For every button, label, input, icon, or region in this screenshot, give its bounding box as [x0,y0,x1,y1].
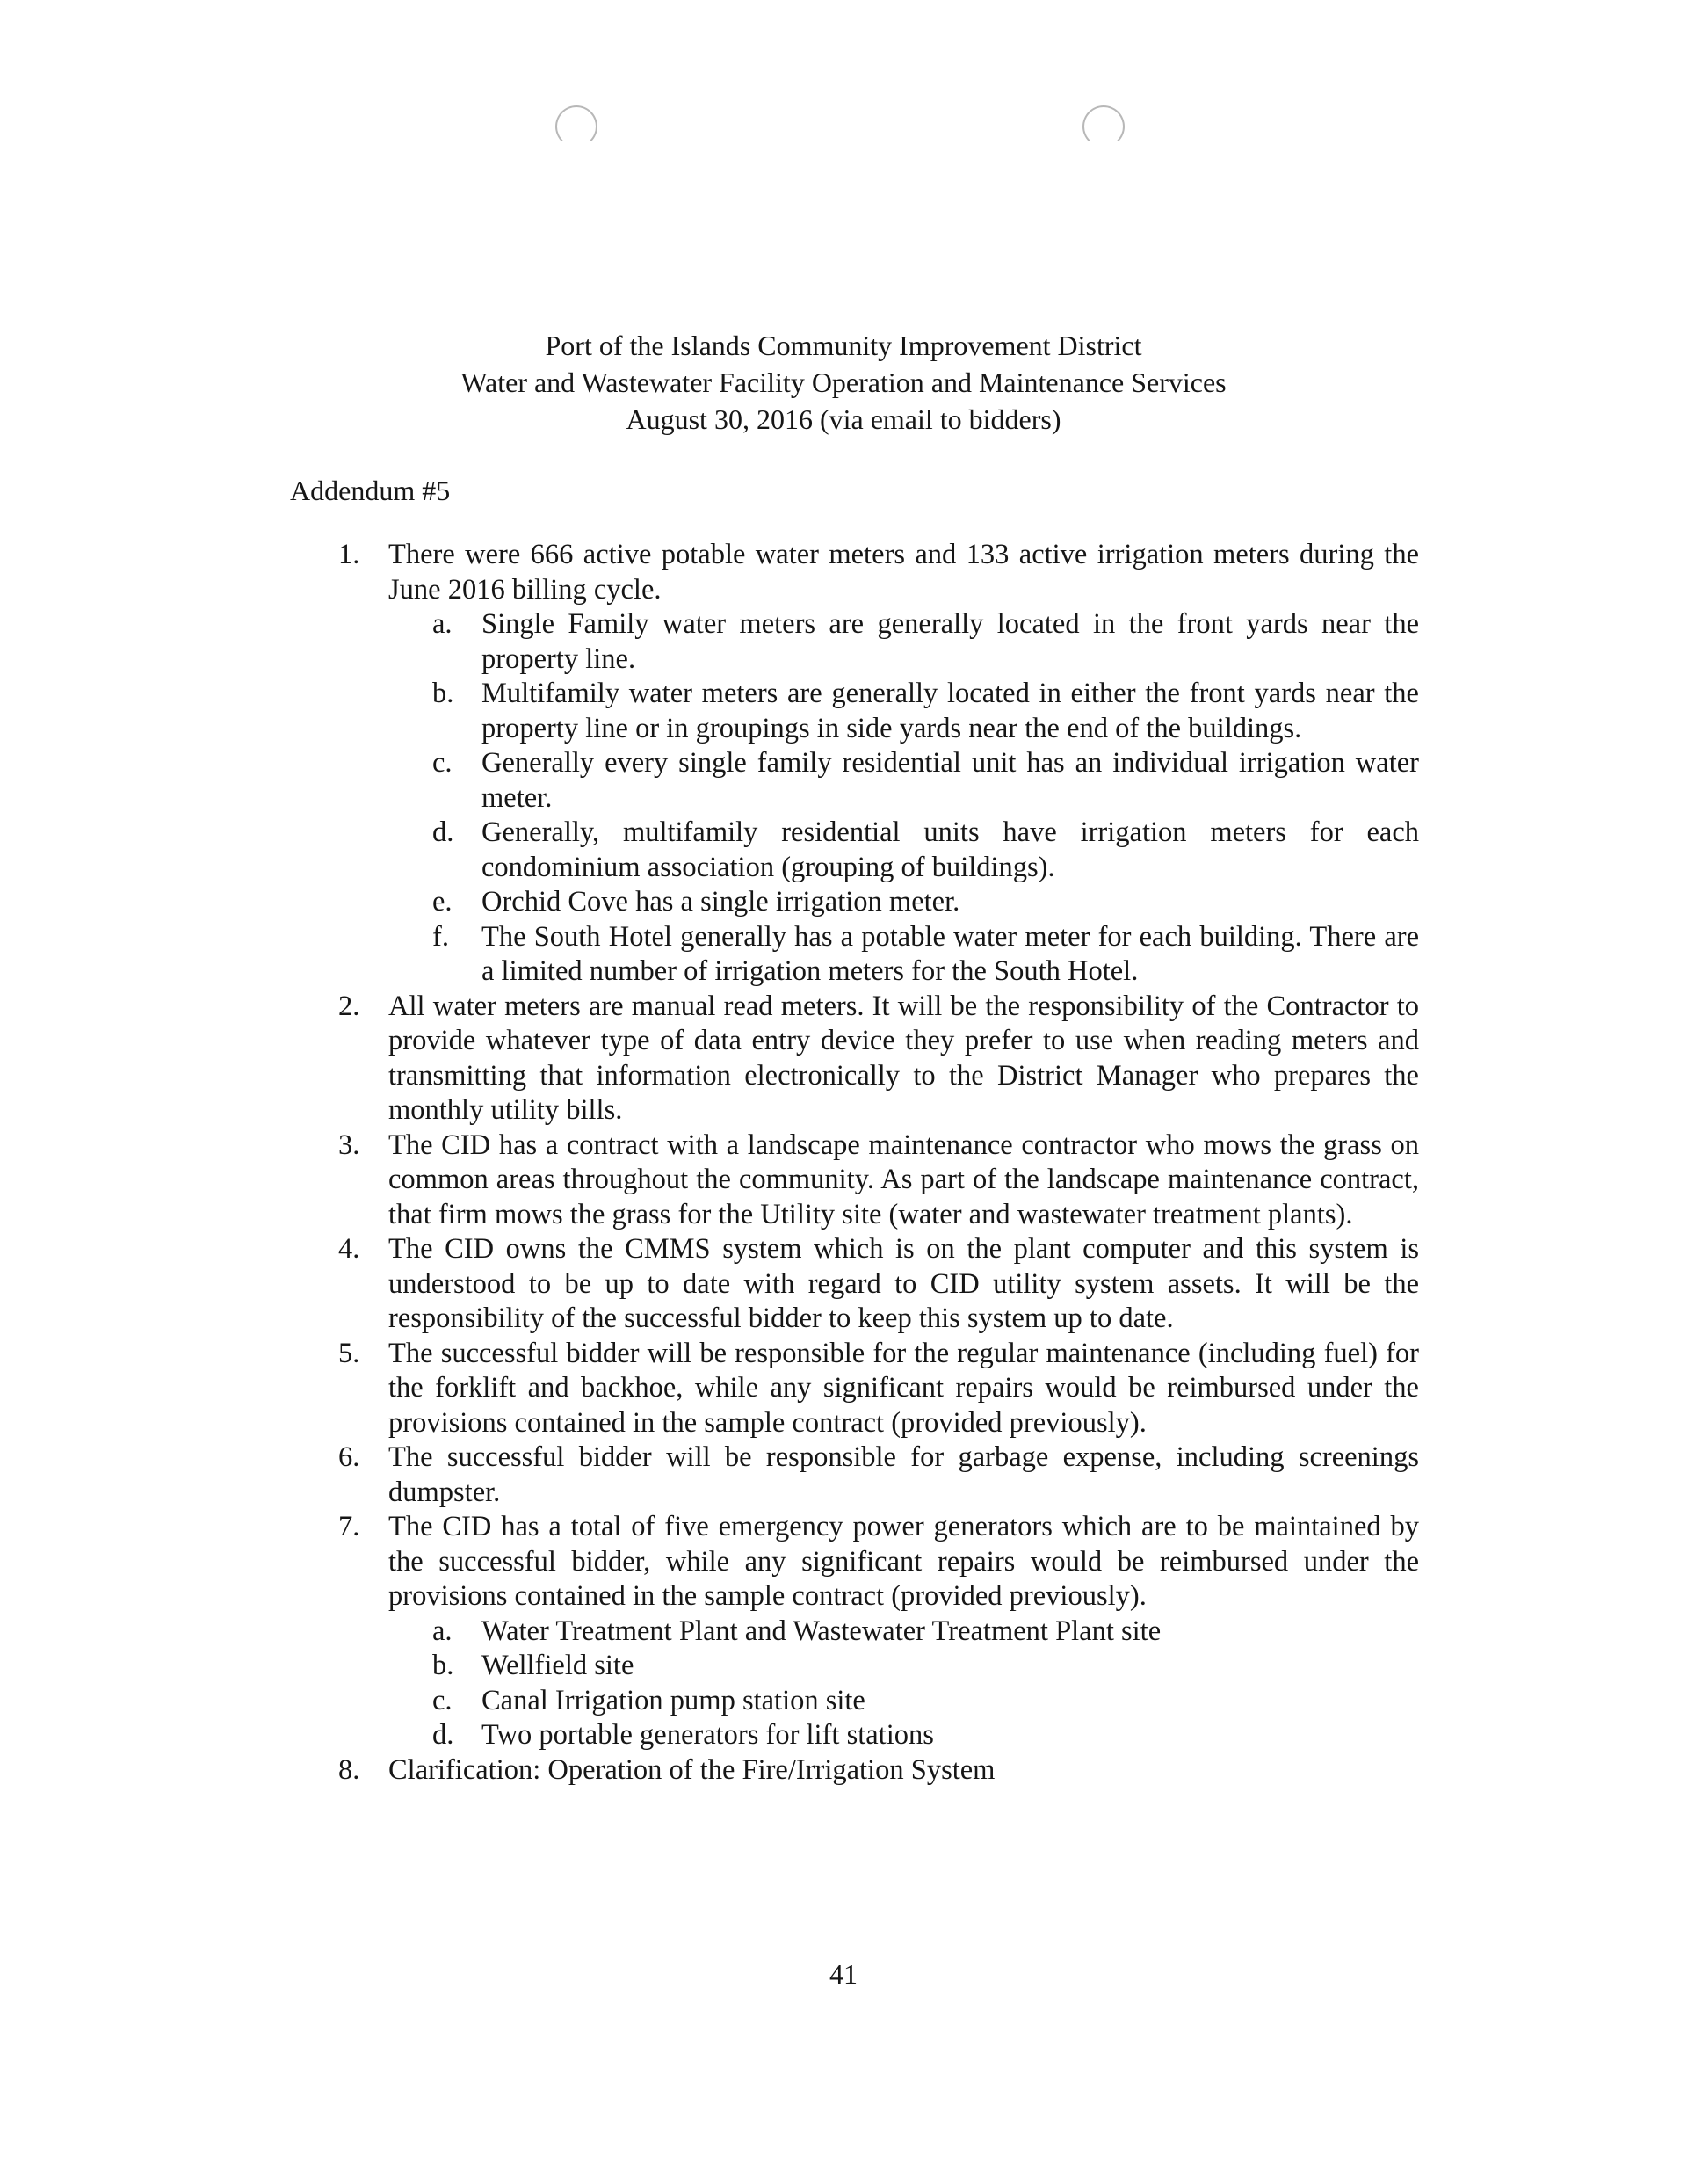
item-text: Clarification: Operation of the Fire/Irrigation System [388,1753,996,1786]
sub-text: Water Treatment Plant and Wastewater Treatment Plant site [481,1614,1162,1647]
item-text: The successful bidder will be responsible for garbage expense, including screenings dumpster. [388,1441,1419,1508]
item-number: 7. [338,1511,360,1542]
sub-item [388,816,1419,885]
sub-label: e. [432,886,453,918]
list-item [338,1128,1419,1233]
sub-text: Orchid Cove has a single irrigation meter. [481,886,960,918]
sub-text: Generally every single family residential unit has an individual irrigation water meter. [481,747,1419,814]
list-item [338,1510,1419,1753]
sub-text: The South Hotel generally has a potable water meter for each building. There are a limited number of irrigation meters for the South Hotel. [481,920,1419,987]
sub-text: Canal Irrigation pump station site [481,1684,865,1716]
sub-item [388,677,1419,746]
sub-item [388,885,1419,920]
addendum-list [338,538,1419,1788]
item-number: 8. [338,1753,360,1786]
sub-item [388,1614,1419,1650]
sub-list [388,1614,1419,1753]
sub-text: Multifamily water meters are generally located in either the front yards near the property line or in groupings in side yards near the end of the buildings. [481,678,1419,744]
sub-label: c. [432,1684,453,1716]
header-services: Water and Wastewater Facility Operation and Maintenance Services [460,366,1227,398]
sub-label: d. [432,816,454,848]
header-date: August 30, 2016 (via email to bidders) [626,403,1061,435]
sub-item [388,746,1419,816]
sub-text: Single Family water meters are generally located in the front yards near the property line. [481,608,1419,675]
item-text: The CID owns the CMMS system which is on the plant computer and this system is understood to be up to date with regard to CID utility system assets. It will be the responsibility of the successful bidder to keep this system up to date. [388,1233,1419,1334]
addendum-title: Addendum #5 [290,475,451,506]
sub-label: c. [432,747,453,779]
sub-item [388,1684,1419,1719]
list-item [338,1440,1419,1510]
list-item [338,538,1419,990]
sub-label: f. [432,920,449,953]
sub-text: Two portable generators for lift stations [481,1719,934,1751]
item-number: 4. [338,1233,360,1265]
list-item [338,1753,1419,1789]
document-header [0,327,1687,438]
item-number: 2. [338,990,360,1022]
item-number: 5. [338,1337,360,1369]
sub-item [388,1718,1419,1753]
item-number: 1. [338,539,360,570]
sub-label: b. [432,1650,454,1681]
sub-list [388,607,1419,990]
item-text: There were 666 active potable water meters and 133 active irrigation meters during the June 2016 billing cycle. [388,539,1419,606]
page-number: 41 [829,1958,858,1990]
sub-item [388,607,1419,677]
sub-text: Generally, multifamily residential units have irrigation meters for each condominium association (grouping of buildings). [481,816,1419,883]
punch-hole-right [1082,105,1125,148]
sub-label: a. [432,1614,453,1647]
sub-label: d. [432,1719,454,1751]
item-text: The CID has a total of five emergency power generators which are to be maintained by the successful bidder, while any significant repairs would be reimbursed under the provisions contained in the sample contract (provided previously). [388,1511,1419,1612]
item-number: 3. [338,1128,360,1161]
punch-hole-left [555,105,597,148]
list-item [338,990,1419,1128]
list-item [338,1337,1419,1441]
item-text: All water meters are manual read meters. It will be the responsibility of the Contractor to provide whatever type of data entry device they prefer to use when reading meters and transmitting that information electronically to the District Manager who prepares the monthly utility bills. [388,990,1419,1126]
sub-item [388,920,1419,990]
item-text: The successful bidder will be responsible for the regular maintenance (including fuel) for the forklift and backhoe, while any significant repairs would be reimbursed under the provisions contained in the sample contract (provided previously). [388,1337,1419,1439]
sub-label: b. [432,678,454,709]
sub-label: a. [432,608,453,640]
header-district: Port of the Islands Community Improvement District [545,330,1142,361]
item-number: 6. [338,1441,360,1473]
list-item [338,1232,1419,1337]
sub-item [388,1649,1419,1684]
item-text: The CID has a contract with a landscape maintenance contractor who mows the grass on common areas throughout the community. As part of the landscape maintenance contract, that firm mows the grass for the Utility site (water and wastewater treatment plants). [388,1128,1419,1230]
sub-text: Wellfield site [481,1650,634,1681]
